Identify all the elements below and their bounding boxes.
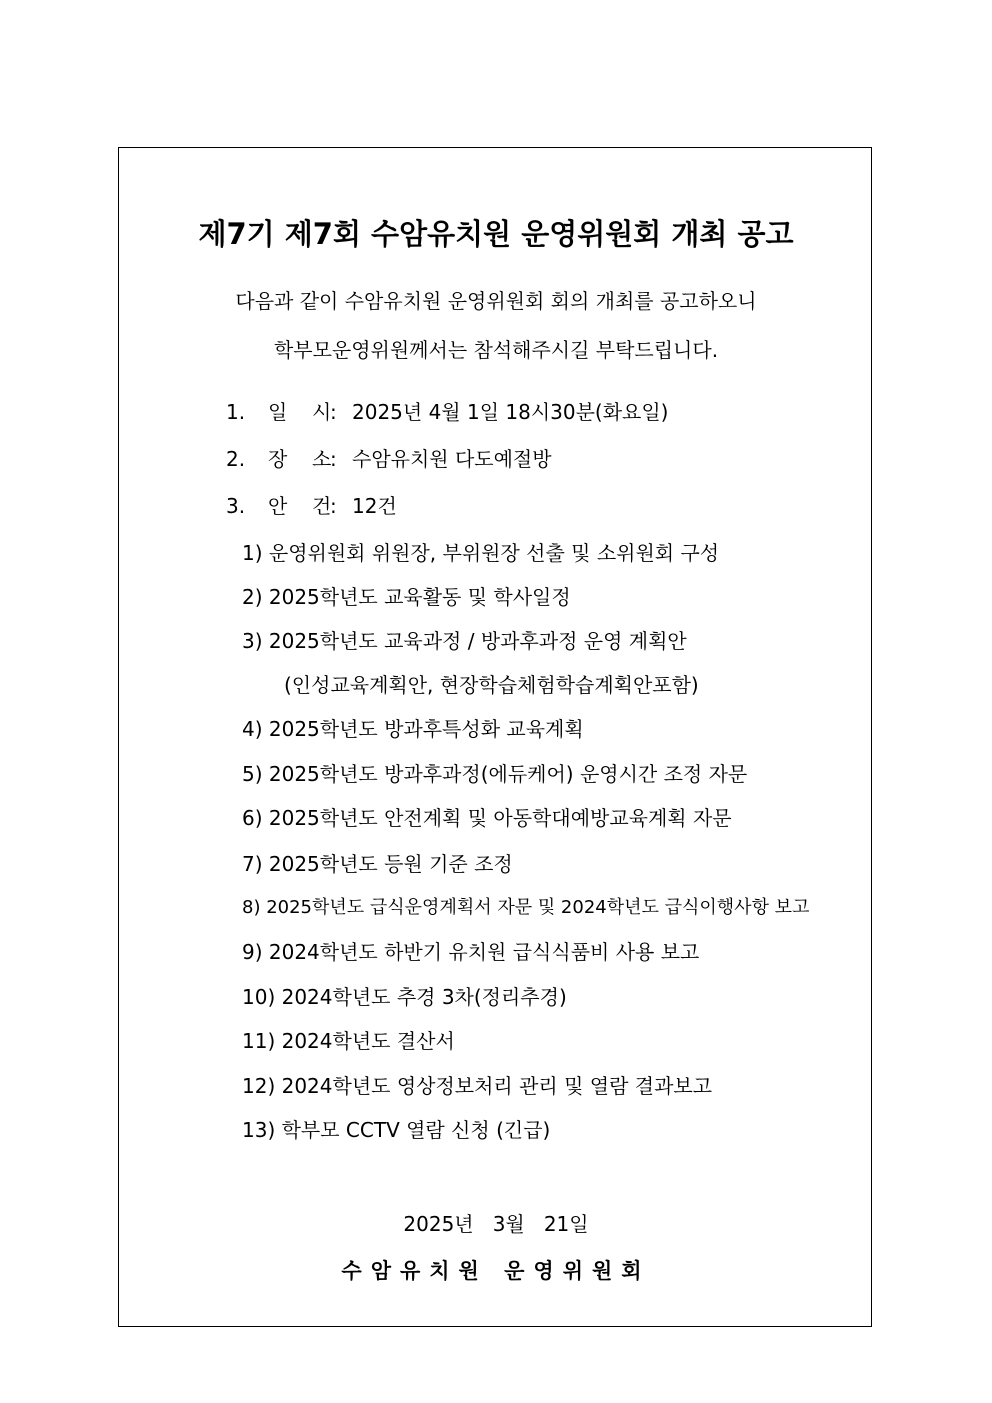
agenda-item: 4) 2025학년도 방과후특성화 교육계획 — [242, 717, 584, 741]
detail-label-char: 안 — [268, 494, 288, 518]
agenda-item: 9) 2024학년도 하반기 유치원 급식식품비 사용 보고 — [242, 940, 700, 964]
detail-separator: : — [330, 400, 337, 424]
agenda-item: 6) 2025학년도 안전계획 및 아동학대예방교육계획 자문 — [242, 806, 732, 830]
detail-value: 2025년 4월 1일 18시30분(화요일) — [352, 400, 669, 424]
agenda-item: 7) 2025학년도 등원 기준 조정 — [242, 852, 513, 876]
detail-separator: : — [330, 494, 337, 518]
agenda-item: 13) 학부모 CCTV 열람 신청 (긴급) — [242, 1118, 551, 1142]
detail-separator: : — [330, 447, 337, 471]
intro-line-2: 학부모운영위원께서는 참석해주시길 부탁드립니다. — [273, 338, 719, 362]
agenda-item: 8) 2025학년도 급식운영계획서 자문 및 2024학년도 급식이행사항 보고 — [242, 897, 810, 918]
detail-date — [226, 396, 668, 425]
detail-place — [226, 443, 552, 472]
detail-label-char: 시 — [312, 400, 332, 424]
agenda-item: 1) 운영위원회 위원장, 부위원장 선출 및 소위원회 구성 — [242, 541, 720, 565]
agenda-item: 3) 2025학년도 교육과정 / 방과후과정 운영 계획안 — [242, 629, 687, 653]
detail-label-char: 건 — [312, 494, 332, 518]
detail-value: 수암유치원 다도예절방 — [352, 447, 552, 471]
agenda-item: 2) 2025학년도 교육활동 및 학사일정 — [242, 585, 571, 609]
organization-name: 수암유치원 운영위원회 — [341, 1259, 651, 1283]
detail-label-char: 소 — [312, 447, 332, 471]
agenda-item: 11) 2024학년도 결산서 — [242, 1029, 455, 1053]
detail-label-char: 일 — [268, 400, 288, 424]
detail-value: 12건 — [352, 494, 397, 518]
agenda-item: 12) 2024학년도 영상정보처리 관리 및 열람 결과보고 — [242, 1074, 713, 1098]
detail-label-char: 장 — [268, 447, 288, 471]
intro-line-1: 다음과 같이 수암유치원 운영위원회 회의 개최를 공고하오니 — [235, 289, 757, 313]
detail-number: 1. — [226, 400, 246, 424]
agenda-item: 10) 2024학년도 추경 3차(정리추경) — [242, 985, 567, 1009]
notice-title: 제7기 제7회 수암유치원 운영위원회 개최 공고 — [198, 217, 794, 251]
detail-number: 3. — [226, 494, 246, 518]
detail-agenda-count — [226, 490, 397, 519]
agenda-item: 5) 2025학년도 방과후과정(에듀케어) 운영시간 조정 자문 — [242, 762, 748, 786]
detail-number: 2. — [226, 447, 246, 471]
agenda-item-note: (인성교육계획안, 현장학습체험학습계획안포함) — [284, 673, 699, 697]
notice-date: 2025년 3월 21일 — [403, 1212, 589, 1236]
